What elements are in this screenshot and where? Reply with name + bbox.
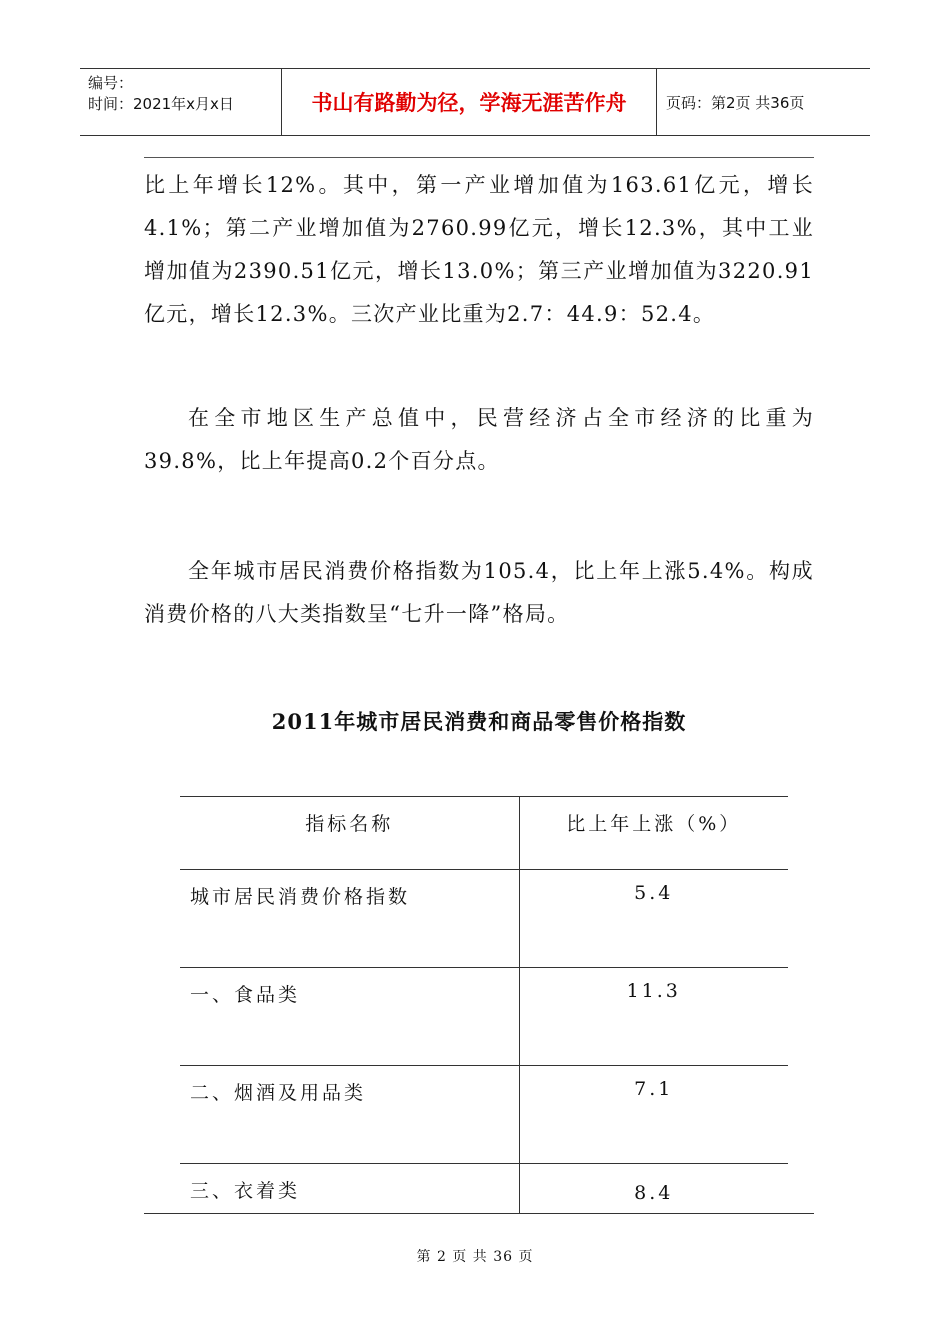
row-name: 一、食品类 [180, 968, 519, 1066]
table-row [180, 870, 788, 968]
header-indicator-name: 指标名称 [180, 797, 519, 870]
row-value: 5.4 [519, 870, 788, 968]
time-label: 时间：2021年x月x日 [88, 95, 234, 113]
table-row [180, 968, 788, 1066]
row-value: 11.3 [519, 968, 788, 1066]
header-meta [80, 69, 282, 135]
table-header-row [180, 797, 788, 870]
bottom-rule [144, 1213, 814, 1214]
table-row [180, 1164, 788, 1214]
paragraph-cpi: 全年城市居民消费价格指数为105.4，比上年上涨5.4%。构成消费价格的八大类指数呈“七升一降”格局。 [144, 559, 814, 626]
page-footer: 第 2 页 共 36 页 [416, 1249, 534, 1265]
header-increase-percent: 比上年上涨（%） [519, 797, 788, 870]
paragraph-industry-growth: 比上年增长12%。其中，第一产业增加值为163.61亿元，增长4.1%；第二产业增加值为2760.99亿元，增长12.3%，其中工业增加值为2390.51亿元，增长13.0%；第三产业增加值为3220.91亿元，增长12.3%。三次产业比重为2.7：44.9：52.4。 [144, 173, 814, 326]
row-name: 城市居民消费价格指数 [180, 870, 519, 968]
row-value: 8.4 [519, 1164, 788, 1214]
page-header [80, 68, 870, 136]
table-row [180, 1066, 788, 1164]
table-title: 2011年城市居民消费和商品零售价格指数 [271, 709, 687, 734]
row-name: 三、衣着类 [180, 1164, 519, 1214]
row-name: 二、烟酒及用品类 [180, 1066, 519, 1164]
header-separator [144, 157, 814, 158]
price-index-table [180, 796, 788, 1214]
row-value: 7.1 [519, 1066, 788, 1164]
header-motto: 书山有路勤为径，学海无涯苦作舟 [282, 69, 657, 135]
paragraph-private-economy: 在全市地区生产总值中，民营经济占全市经济的比重为39.8%，比上年提高0.2个百分点。 [144, 406, 814, 473]
number-label: 编号： [88, 74, 134, 92]
header-page-info: 页码：第2页 共36页 [666, 93, 805, 112]
